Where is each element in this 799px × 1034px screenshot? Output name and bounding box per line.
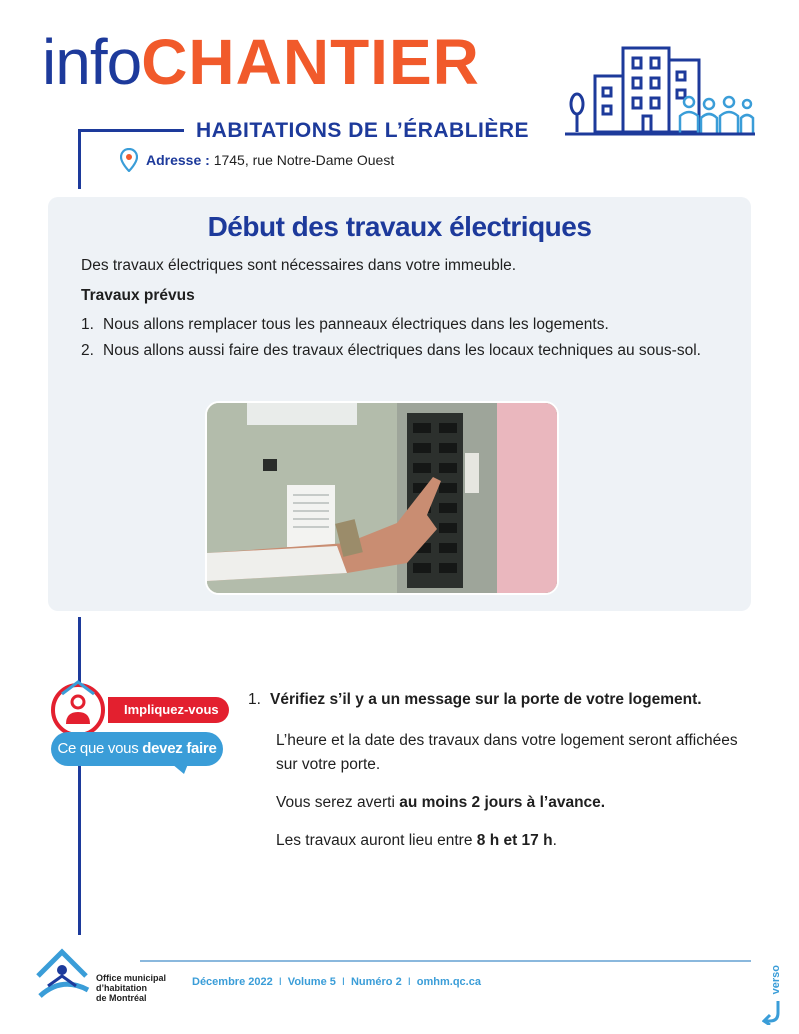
speech-bubble-tail — [172, 764, 188, 774]
website-link[interactable]: omhm.qc.ca — [416, 976, 481, 988]
issue-date: Décembre 2022 — [192, 976, 273, 988]
notice-title: Début des travaux électriques — [207, 211, 592, 242]
action-paragraph: Vous serez averti au moins 2 jours à l’avance. — [276, 794, 606, 811]
issue-number: Numéro 2 — [350, 976, 402, 988]
brand-prefix: info — [42, 26, 142, 98]
action-paragraph: Les travaux auront lieu entre 8 h et 17 h. — [276, 832, 557, 849]
action-step: 1. Vérifiez s’il y a un message sur la porte de votre logement. — [248, 691, 702, 708]
list-item: 2. Nous allons aussi faire des travaux électriques dans les locaux techniques au sous-sol. — [81, 342, 701, 359]
address-line — [120, 148, 394, 172]
vertical-rule-top — [78, 129, 81, 189]
address-label: Adresse : — [146, 152, 210, 168]
verso-label: verso — [770, 965, 782, 995]
badge-label: Impliquez-vous — [108, 697, 229, 723]
action-paragraph: L’heure et la date des travaux dans votre logement seront affichées sur votre porte. — [276, 732, 738, 773]
verso-arrow-icon — [762, 999, 784, 1025]
notice-card — [48, 197, 751, 611]
omhm-logo — [34, 946, 94, 1004]
map-pin-icon — [120, 148, 138, 172]
people-icon — [680, 97, 753, 134]
notice-subheading: Travaux prévus — [81, 287, 195, 304]
masthead-logo — [42, 26, 480, 98]
brand-main: CHANTIER — [141, 26, 480, 98]
building-name: HABITATIONS DE L’ÉRABLIÈRE — [196, 119, 530, 142]
footer-rule — [140, 960, 751, 962]
address-value: 1745, rue Notre-Dame Ouest — [213, 152, 395, 168]
verso-indicator[interactable] — [762, 965, 792, 1025]
electrical-panel-photo — [205, 401, 559, 595]
speech-bubble: Ce que vous devez faire — [51, 732, 223, 766]
person-in-house-icon — [48, 680, 110, 738]
issue-info: Décembre 2022 I Volume 5 I Numéro 2 I omhm.qc.ca — [192, 976, 481, 988]
notice-intro: Des travaux électriques sont nécessaires dans votre immeuble. — [81, 257, 517, 274]
issue-volume: Volume 5 — [287, 976, 336, 988]
organization-name: Office municipal d’habitation de Montréal — [96, 973, 167, 1003]
header-rule-left — [78, 129, 184, 132]
vertical-rule-bottom — [78, 617, 81, 935]
buildings-illustration — [565, 42, 755, 138]
list-item: 1. Nous allons remplacer tous les panneaux électriques dans les logements. — [81, 316, 609, 333]
